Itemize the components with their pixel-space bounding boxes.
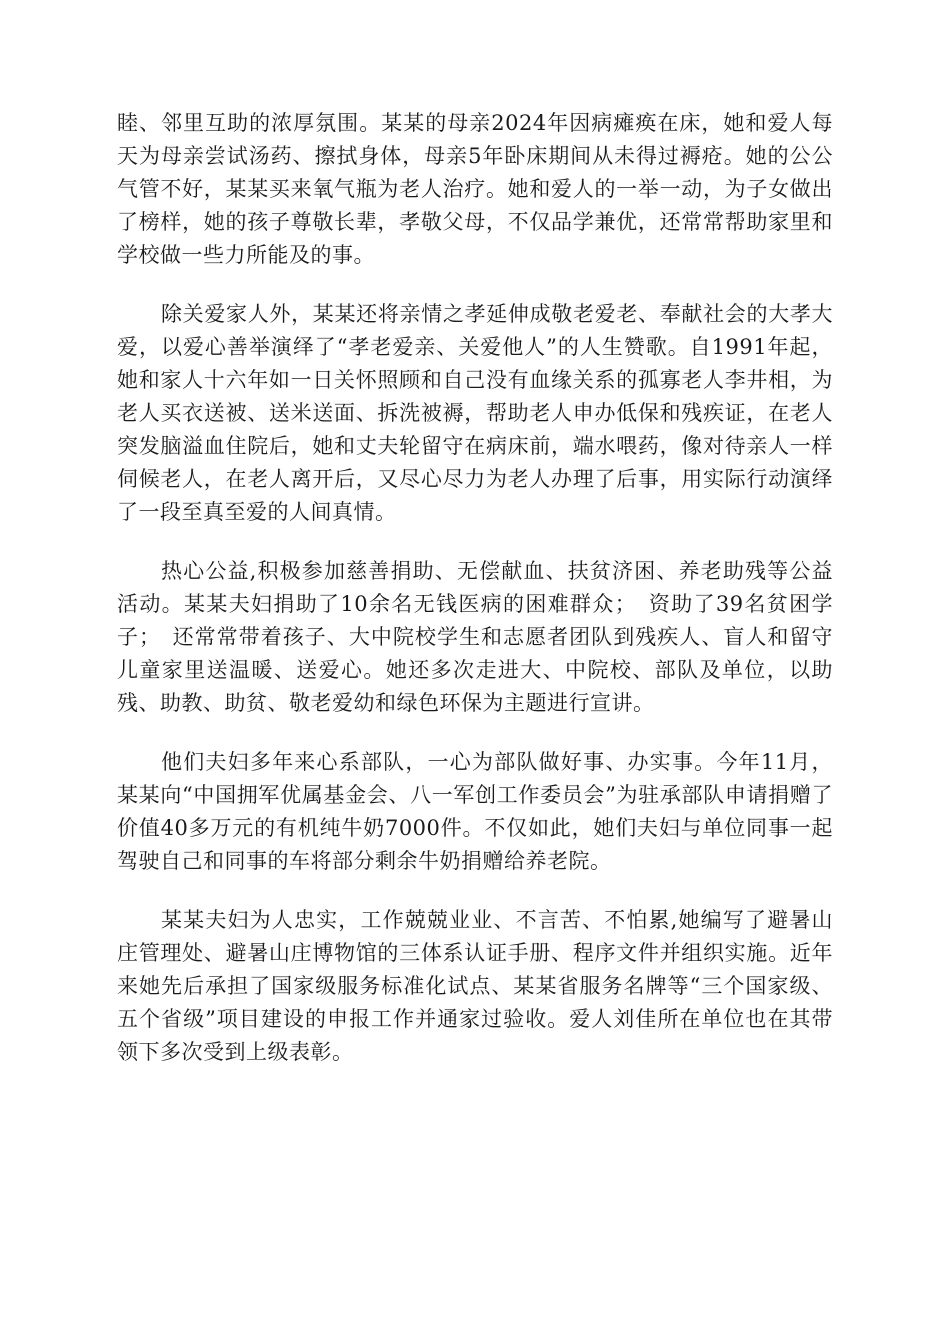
paragraph-continuation: 睦、邻里互助的浓厚氛围。某某的母亲2024年因病瘫痪在床，她和爱人每天为母亲尝试汤药、擦拭身体，母亲5年卧床期间从未得过褥疮。她的公公气管不好，某某买来氧气瓶为老人治疗。她和爱人的一举一动，为子女做出了榜样，她的孩子尊敬长辈，孝敬父母，不仅品学兼优，还常常帮助家里和学校做一些力所能及的事。 — [117, 111, 833, 267]
paragraph-public-welfare: 热心公益,积极参加慈善捐助、无偿献血、扶贫济困、养老助残等公益活动。某某夫妇捐助了10余名无钱医病的困难群众； 资助了39名贫困学子； 还常常带着孩子、大中院校学生和志愿者团队到残疾人、盲人和留守儿童家里送温暖、送爱心。她还多次走进大、中院校、部队及单位，以助残、助教、助贫、敬老爱幼和绿色环保为主题进行宣讲。 — [117, 559, 833, 715]
document-body — [117, 107, 833, 1095]
paragraph-military-support: 他们夫妇多年来心系部队，一心为部队做好事、办实事。今年11月，某某向“中国拥军优属基金会、八一军创工作委员会”为驻承部队申请捐赠了价值40多万元的有机纯牛奶7000件。不仅如此，她们夫妇与单位同事一起驾驶自己和同事的车将部分剩余牛奶捐赠给养老院。 — [117, 750, 833, 873]
paragraph-work-dedication: 某某夫妇为人忠实，工作兢兢业业、不言苦、不怕累,她编写了避暑山庄管理处、避暑山庄博物馆的三体系认证手册、程序文件并组织实施。近年来她先后承担了国家级服务标准化试点、某某省服务名牌等“三个国家级、五个省级”项目建设的申报工作并通家过验收。爱人刘佳所在单位也在其带领下多次受到上级表彰。 — [117, 908, 833, 1064]
paragraph-elder-care: 除关爱家人外，某某还将亲情之孝延伸成敬老爱老、奉献社会的大孝大爱，以爱心善举演绎了“孝老爱亲、关爱他人”的人生赞歌。自1991年起，她和家人十六年如一日关怀照顾和自己没有血缘关系的孤寡老人李井相，为老人买衣送被、送米送面、拆洗被褥，帮助老人申办低保和残疾证，在老人突发脑溢血住院后，她和丈夫轮留守在病床前，端水喂药，像对待亲人一样伺候老人，在老人离开后，又尽心尽力为老人办理了后事，用实际行动演绎了一段至真至爱的人间真情。 — [117, 302, 833, 524]
